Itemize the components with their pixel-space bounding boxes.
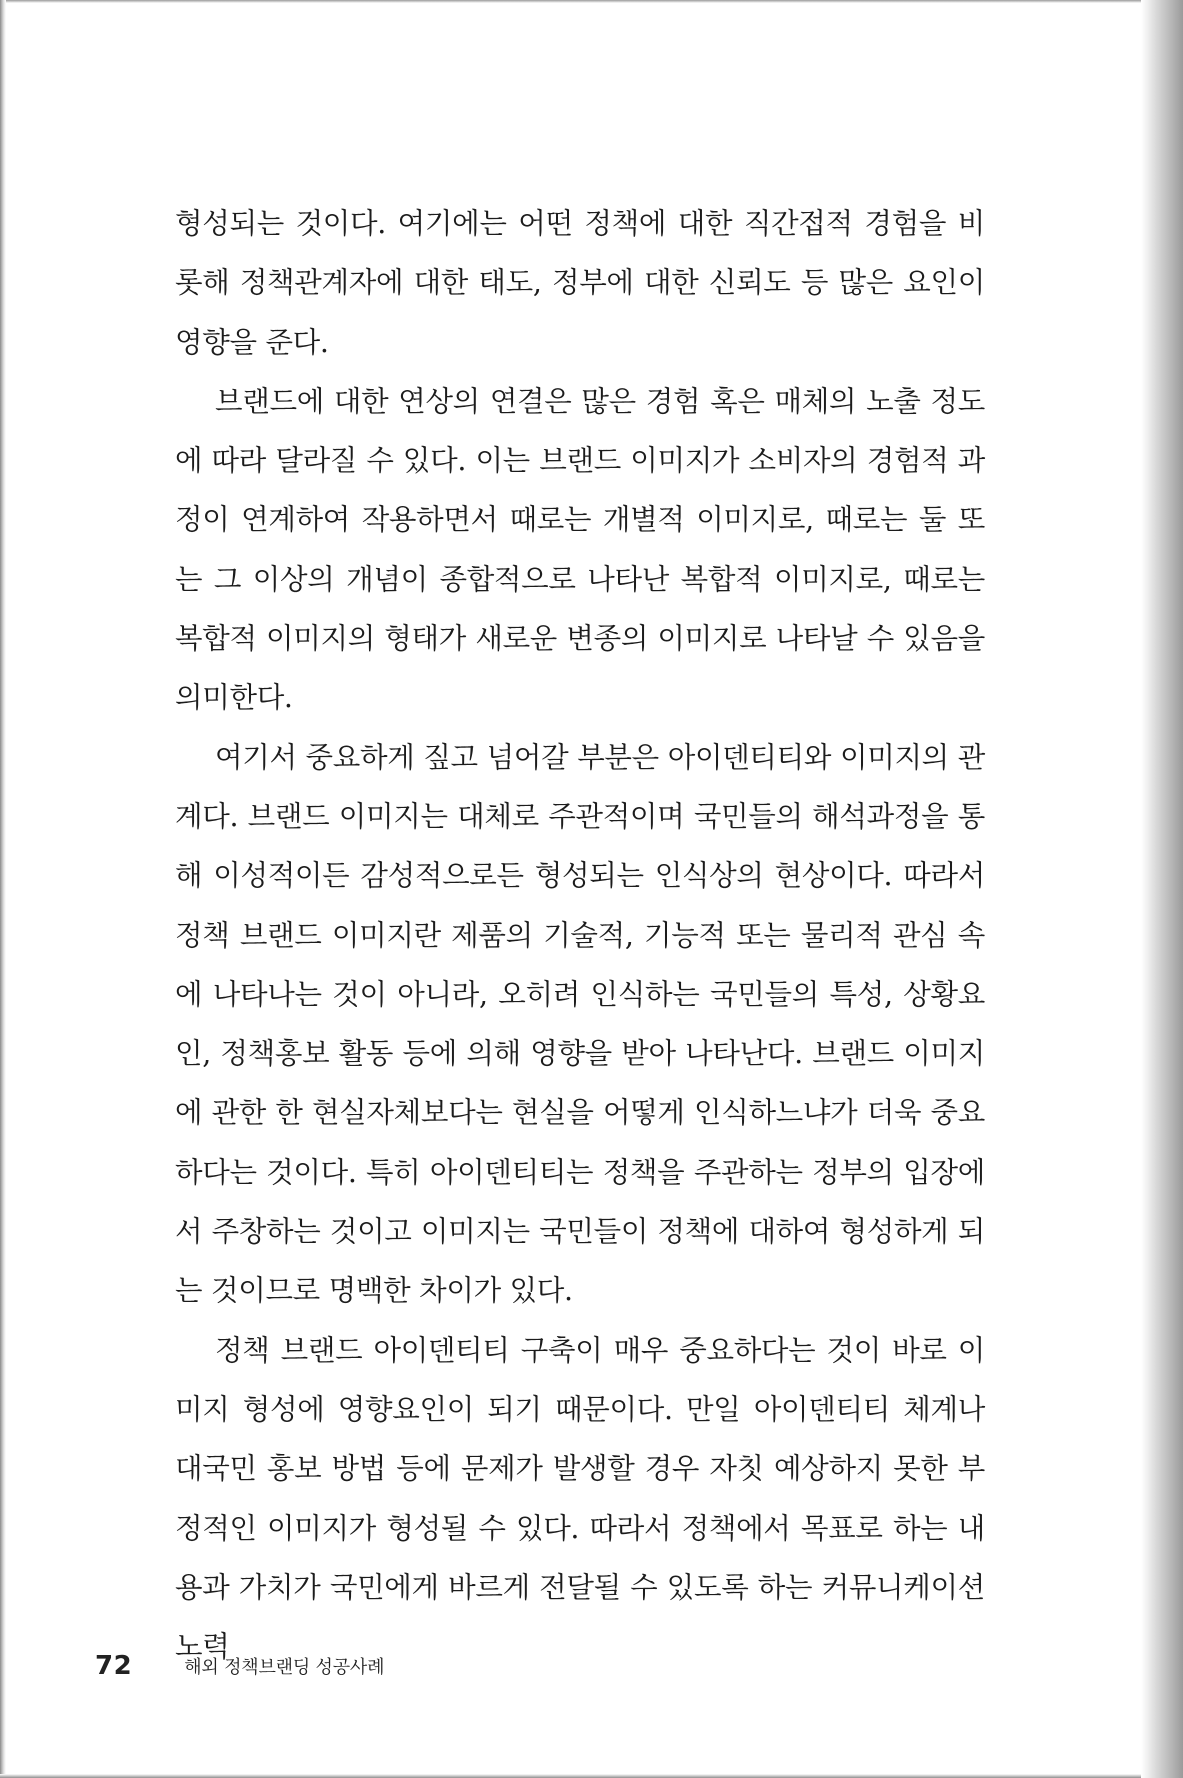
page-left-edge (0, 0, 6, 1778)
page-top-edge (0, 0, 1183, 3)
page-number: 72 (95, 1651, 133, 1681)
paragraph-2: 브랜드에 대한 연상의 연결은 많은 경험 혹은 매체의 노출 정도에 따라 달라질 수 있다. 이는 브랜드 이미지가 소비자의 경험적 과정이 연계하여 작용하면서 때로는 개별적 이미지로, 때로는 둘 또는 그 이상의 개념이 종합적으로 나타난 복합적 이미지로, 때로는 복합적 이미지의 형태가 새로운 변종의 이미지로 나타날 수 있음을 의미한다. (175, 384, 985, 715)
page-footer (95, 1648, 384, 1684)
page-spine-shadow (1141, 0, 1183, 1778)
paragraph-1: 형성되는 것이다. 여기에는 어떤 정책에 대한 직간접적 경험을 비롯해 정책관계자에 대한 태도, 정부에 대한 신뢰도 등 많은 요인이 영향을 준다. (175, 207, 985, 359)
paragraph-4: 정책 브랜드 아이덴티티 구축이 매우 중요하다는 것이 바로 이미지 형성에 영향요인이 되기 때문이다. 만일 아이덴티티 체계나 대국민 홍보 방법 등에 문제가 발생할 경우 자칫 예상하지 못한 부정적인 이미지가 형성될 수 있다. 따라서 정책에서 목표로 하는 내용과 가치가 국민에게 바르게 전달될 수 있도록 하는 커뮤니케이션 노력 (175, 1333, 985, 1664)
running-title: 해외 정책브랜딩 성공사례 (184, 1657, 385, 1678)
page-bottom-edge (0, 1774, 1183, 1778)
body-text (175, 194, 985, 1676)
paragraph-3: 여기서 중요하게 짚고 넘어갈 부분은 아이덴티티와 이미지의 관계다. 브랜드 이미지는 대체로 주관적이며 국민들의 해석과정을 통해 이성적이든 감성적으로든 형성되는 인식상의 현상이다. 따라서 정책 브랜드 이미지란 제품의 기술적, 기능적 또는 물리적 관심 속에 나타나는 것이 아니라, 오히려 인식하는 국민들의 특성, 상황요인, 정책홍보 활동 등에 의해 영향을 받아 나타난다. 브랜드 이미지에 관한 한 현실자체보다는 현실을 어떻게 인식하느냐가 더욱 중요하다는 것이다. 특히 아이덴티티는 정책을 주관하는 정부의 입장에서 주창하는 것이고 이미지는 국민들이 정책에 대하여 형성하게 되는 것이므로 명백한 차이가 있다. (175, 740, 985, 1308)
